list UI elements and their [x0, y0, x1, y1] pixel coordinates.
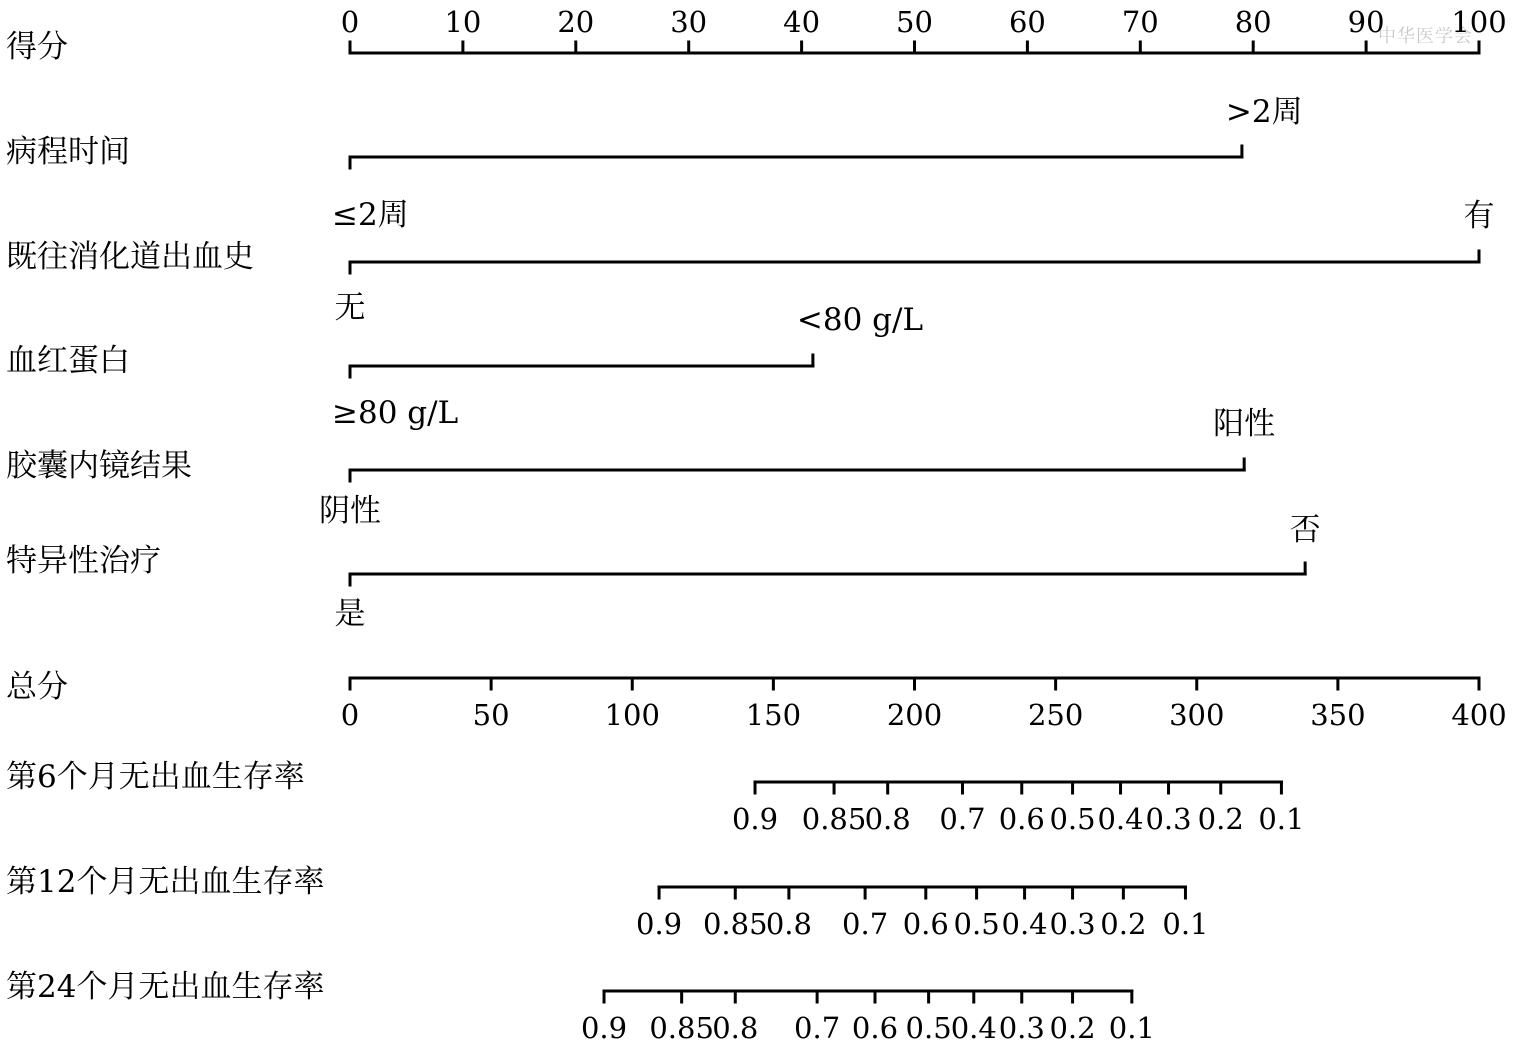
survival-scale-tick-label: 0.1	[1108, 1011, 1155, 1045]
predictor-label-capsule-result: 胶囊内镜结果	[6, 448, 192, 484]
survival-scale-tick-label: 0.4	[1001, 907, 1048, 941]
chart-marks	[319, 5, 1507, 1045]
predictor-level-label: ≥80 g/L	[332, 395, 459, 431]
points-axis-tick-label: 0	[340, 5, 360, 39]
total-points-tick-label: 150	[745, 698, 802, 732]
survival-scale-tick-label: 0.6	[851, 1011, 899, 1045]
points-axis-tick-label: 40	[783, 5, 821, 39]
survival-scale-tick-label: 0.3	[998, 1011, 1045, 1045]
total-points-tick-label: 400	[1451, 698, 1507, 732]
row-labels	[6, 29, 324, 1005]
predictor-axis	[332, 94, 1303, 233]
survival-scale-tick-label: 0.85	[801, 802, 867, 836]
survival-scale-tick-label: 0.5	[905, 1011, 952, 1045]
points-axis-tick-label: 90	[1347, 5, 1385, 39]
survival-scale-tick-label: 0.8	[864, 802, 911, 836]
predictor-level-label: 阳性	[1213, 406, 1276, 442]
predictor-label-specific-treatment: 特异性治疗	[6, 543, 161, 579]
predictor-axis	[335, 512, 1321, 632]
points-axis-tick-label: 70	[1121, 5, 1159, 39]
total-points-tick-label: 250	[1027, 698, 1084, 732]
survival-scale-tick-label: 0.9	[731, 802, 779, 836]
survival-scale-tick-label: 0.2	[1100, 907, 1147, 941]
total-points-tick-label: 0	[340, 698, 360, 732]
survival-scale-tick-label: 0.2	[1049, 1011, 1096, 1045]
predictor-level-label: 否	[1289, 512, 1321, 548]
predictor-level-label: 有	[1463, 198, 1495, 234]
points-axis-tick-label: 10	[444, 5, 482, 39]
watermark-seal: 中华医学会	[1378, 26, 1473, 47]
survival-scale-tick-label: 0.6	[998, 802, 1045, 836]
predictor-label-hemoglobin: 血红蛋白	[6, 343, 130, 379]
survival-scale	[581, 991, 1155, 1045]
total-points-tick-label: 50	[472, 698, 510, 732]
survival-scale-tick-label: 0.7	[794, 1011, 841, 1045]
survival-scale-tick-label: 0.4	[1097, 802, 1144, 836]
survival-scale-tick-label: 0.8	[712, 1011, 759, 1045]
survival-scale-tick-label: 0.7	[842, 907, 889, 941]
predictor-level-label: 无	[334, 290, 366, 326]
predictor-level-label: ≤2周	[332, 197, 409, 233]
points-axis-label: 得分	[6, 29, 68, 65]
survival-scale-tick-label: 0.8	[765, 907, 812, 941]
survival-label-6-month: 第6个月无出血生存率	[6, 759, 305, 795]
survival-scale-tick-label: 0.5	[1049, 802, 1096, 836]
total-points-tick-label: 200	[886, 698, 943, 732]
survival-scale-tick-label: 0.4	[950, 1011, 997, 1045]
survival-scale-tick-label: 0.85	[649, 1011, 714, 1045]
survival-label-12-month: 第12个月无出血生存率	[6, 864, 325, 900]
points-axis-tick-label: 100	[1451, 5, 1507, 39]
survival-scale-tick-label: 0.9	[580, 1011, 628, 1045]
survival-scale	[636, 887, 1209, 941]
total-points-tick-label: 350	[1310, 698, 1366, 732]
survival-scale-tick-label: 0.1	[1162, 907, 1209, 941]
survival-scale-tick-label: 0.9	[636, 907, 683, 941]
points-axis	[341, 5, 1507, 53]
survival-scale-tick-label: 0.1	[1258, 802, 1305, 836]
total-points-axis	[341, 678, 1507, 732]
survival-scale-tick-label: 0.3	[1049, 907, 1096, 941]
total-points-axis-label: 总分	[6, 669, 68, 705]
predictor-level-label: 阴性	[319, 493, 381, 529]
survival-scale-tick-label: 0.2	[1197, 802, 1244, 836]
predictor-axis	[319, 406, 1275, 529]
survival-label-24-month: 第24个月无出血生存率	[6, 969, 325, 1005]
survival-scale-tick-label: 0.85	[702, 907, 768, 941]
survival-scale	[732, 782, 1305, 836]
survival-scale-tick-label: 0.6	[902, 907, 949, 941]
total-points-tick-label: 100	[604, 698, 660, 732]
predictor-level-label: 是	[334, 596, 366, 632]
predictor-axis	[332, 302, 923, 431]
points-axis-tick-label: 80	[1234, 5, 1272, 39]
total-points-tick-label: 300	[1169, 698, 1225, 732]
points-axis-tick-label: 20	[557, 5, 595, 39]
survival-scale-tick-label: 0.7	[939, 802, 986, 836]
predictor-label-bleeding-history: 既往消化道出血史	[6, 239, 254, 275]
predictor-level-label: <80 g/L	[796, 302, 924, 338]
predictor-label-duration: 病程时间	[6, 134, 130, 170]
points-axis-tick-label: 60	[1008, 5, 1046, 39]
points-axis-tick-label: 30	[670, 5, 708, 39]
points-axis-tick-label: 50	[896, 5, 933, 39]
predictor-level-label: >2周	[1225, 94, 1303, 130]
survival-scale-tick-label: 0.3	[1145, 802, 1192, 836]
survival-scale-tick-label: 0.5	[953, 907, 1000, 941]
